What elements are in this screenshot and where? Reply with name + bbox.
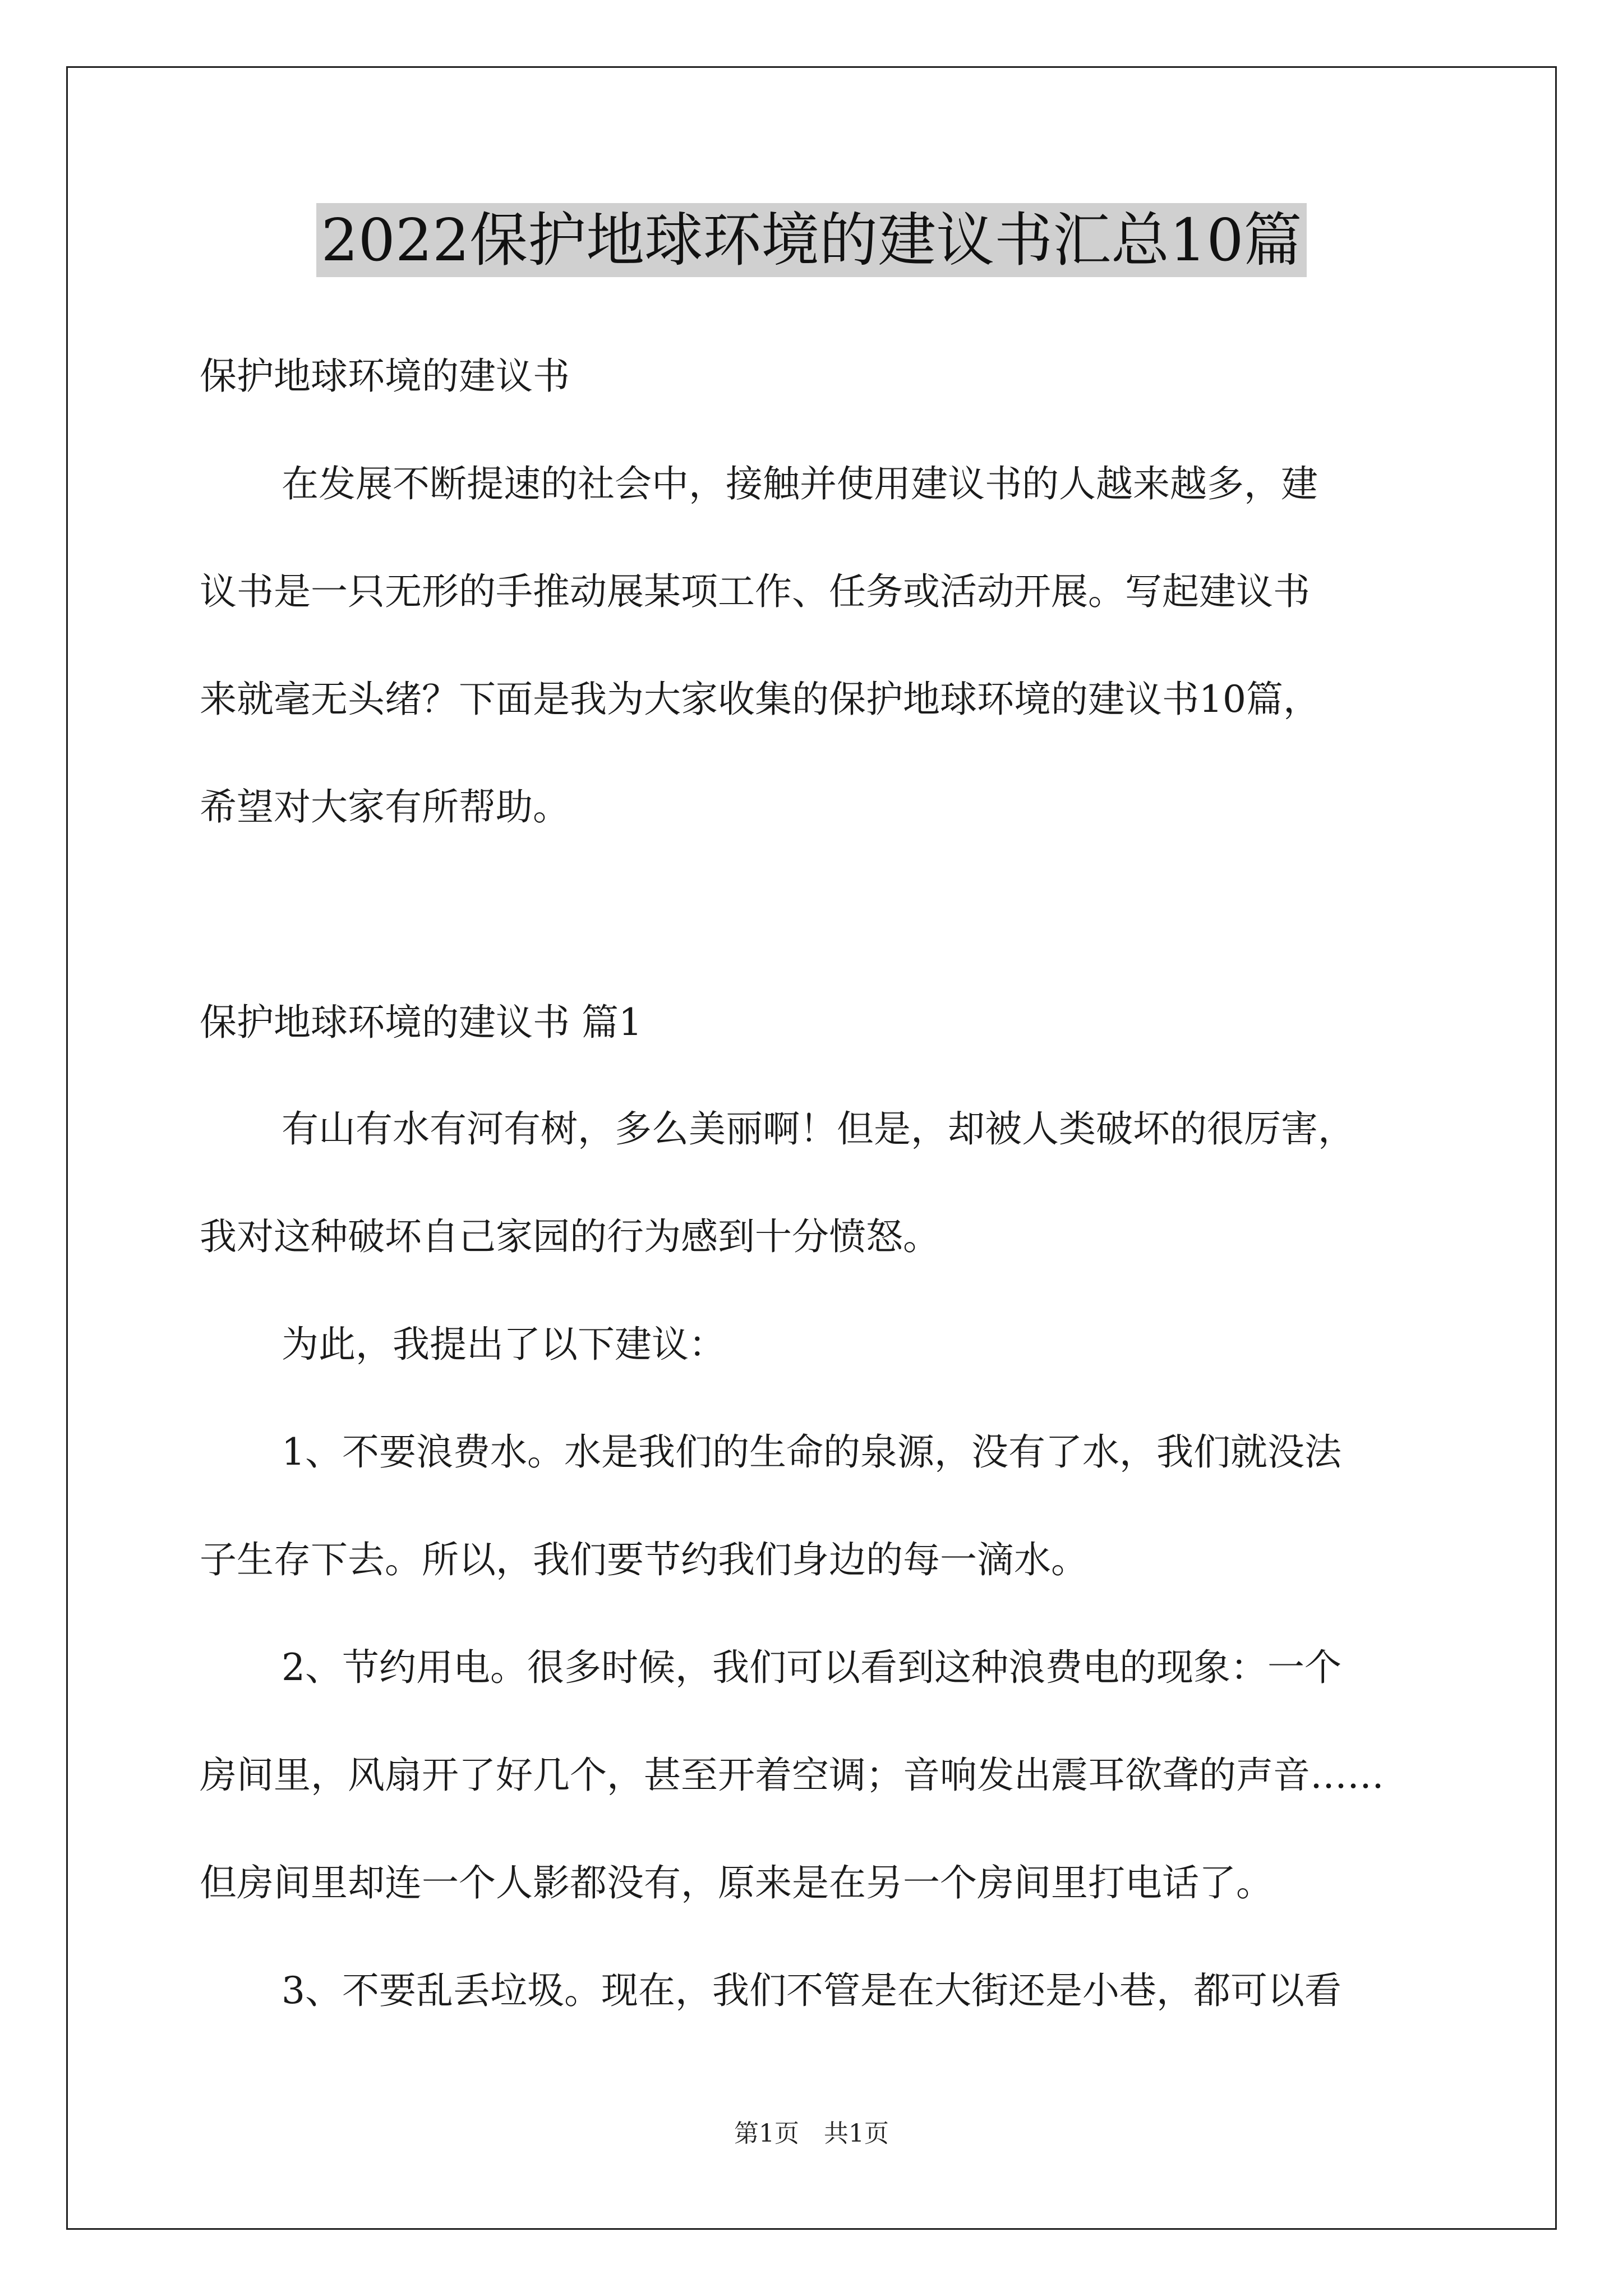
paragraph-line: 3、不要乱丢垃圾。现在，我们不管是在大街还是小巷，都可以看	[282, 1969, 1341, 2012]
paragraph-line: 房间里，风扇开了好几个，甚至开着空调；音响发出震耳欲聋的声音……	[200, 1754, 1384, 1797]
paragraph-line: 希望对大家有所帮助。	[200, 785, 570, 829]
section-heading: 保护地球环境的建议书	[200, 355, 570, 398]
paragraph-line: 在发展不断提速的社会中，接触并使用建议书的人越来越多，建	[282, 462, 1318, 505]
page-footer: 第1页 共1页	[734, 2119, 889, 2148]
paragraph-line: 但房间里却连一个人影都没有，原来是在另一个房间里打电话了。	[200, 1861, 1273, 1904]
section-heading: 保护地球环境的建议书 篇1	[200, 1001, 642, 1044]
paragraph-line: 1、不要浪费水。水是我们的生命的泉源，没有了水，我们就没法	[282, 1430, 1341, 1474]
paragraph-line: 来就毫无头绪？下面是我为大家收集的保护地球环境的建议书10篇，	[200, 678, 1320, 721]
title-container	[0, 203, 1623, 277]
paragraph-line: 我对这种破坏自己家园的行为感到十分愤怒。	[200, 1215, 940, 1258]
paragraph-line: 子生存下去。所以，我们要节约我们身边的每一滴水。	[200, 1538, 1088, 1581]
paragraph-line: 为此，我提出了以下建议：	[282, 1323, 726, 1366]
document-title: 2022保护地球环境的建议书汇总10篇	[316, 203, 1306, 277]
paragraph-line: 2、节约用电。很多时候，我们可以看到这种浪费电的现象：一个	[282, 1646, 1341, 1689]
paragraph-line: 议书是一只无形的手推动展某项工作、任务或活动开展。写起建议书	[200, 570, 1310, 613]
paragraph-line: 有山有水有河有树，多么美丽啊！但是，却被人类破坏的很厉害，	[282, 1107, 1355, 1151]
